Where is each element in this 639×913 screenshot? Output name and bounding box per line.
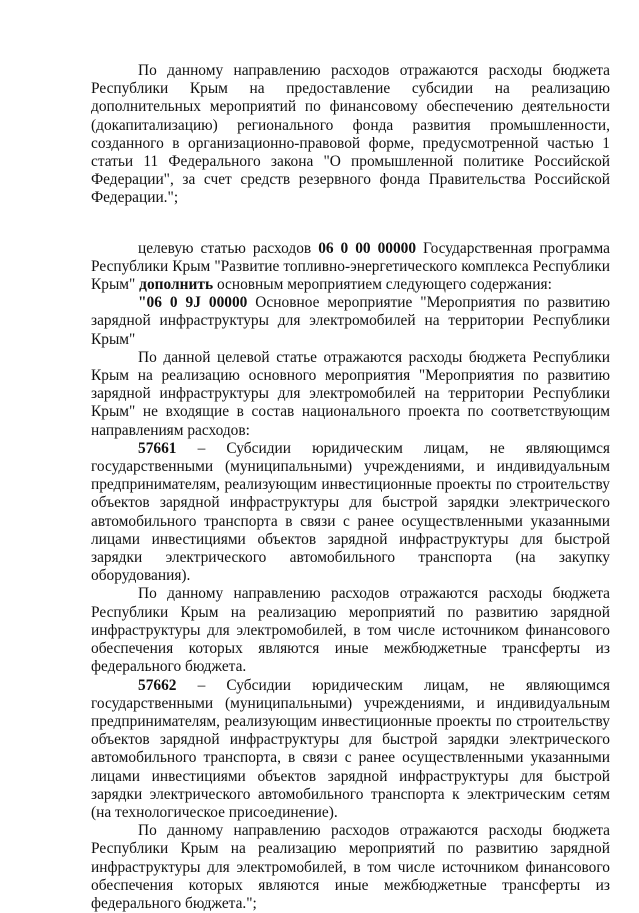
paragraph-direction-description-1: По данному направлению расходов отражаются расходы бюджета Республики Крым на реализацию мероприятий по развитию зарядной инфраструктуры для электромобилей, в том числе источником финансового обеспечения которых являются иные межбюджетные трансферты из федерального бюджета. — [91, 585, 610, 676]
paragraph-text: основным мероприятием следующего содержания: — [213, 276, 552, 294]
paragraph-text: – Субсидии юридическим лицам, не являющимся государственными (муниципальными) учреждениями, и индивидуальным предпринимателям, реализующим инвестиционные проекты по строительству объектов зарядной инфраструктуры для быстрой зарядки электрического автомобильного транспорта в связи с ранее осуществленными указанными лицами инвестициями объектов зарядной инфраструктуры для быстрой зарядки электрического автомобильного транспорта (на закупку оборудования). — [91, 439, 610, 585]
direction-code: 57661 — [138, 439, 177, 457]
paragraph-text: – Субсидии юридическим лицам, не являющимся государственными (муниципальными) учреждениями, и индивидуальным предпринимателям, реализующим инвестиционные проекты по строительству объектов зарядной инфраструктуры для быстрой зарядки электрического автомобильного транспорта, в связи с ранее осуществленными указанными лицами инвестициями объектов зарядной инфраструктуры для быстрой зарядки электрического автомобильного транспорта к электрическим сетям (на технологическое присоединение). — [91, 676, 610, 821]
paragraph-text: Основное мероприятие "Мероприятия по развитию зарядной инфраструктуры для электромобилей на территории Республики Крым" — [91, 294, 610, 348]
paragraph-code-57662 — [91, 677, 610, 823]
direction-code: 57662 — [138, 676, 177, 694]
paragraph-direction-description-2: По данному направлению расходов отражаются расходы бюджета Республики Крым на реализацию мероприятий по развитию зарядной инфраструктуры для электромобилей, в том числе источником финансового обеспечения которых являются иные межбюджетные трансферты из федерального бюджета."; — [91, 822, 610, 912]
document-page — [91, 62, 610, 913]
paragraph-target-article — [91, 240, 610, 295]
paragraph-main-activity — [91, 294, 610, 349]
budget-code: 06 0 00 00000 — [318, 239, 417, 257]
paragraph-reserve-fund: По данному направлению расходов отражаются расходы бюджета Республики Крым на предоставление субсидии на реализацию дополнительных мероприятий по финансовому обеспечению деятельности (докапитализацию) регионального фонда развития промышленности, созданного в организационно-правовой форме, предусмотренной частью 1 статьи 11 Федерального закона "О промышленной политике Российской Федерации", за счет средств резервного фонда Правительства Российской Федерации."; — [91, 62, 610, 207]
paragraph-target-description: По данной целевой статье отражаются расходы бюджета Республики Крым на реализацию основного мероприятия "Мероприятия по развитию зарядной инфраструктуры для электромобилей на территории Республики Крым" не входящие в состав национального проекта по соответствующим направлениям расходов: — [91, 348, 610, 439]
paragraph-text: Государственная программа Республики Крым "Развитие топливно-энергетического комплекса Республики Крым" — [91, 239, 610, 294]
paragraph-gap — [91, 208, 610, 240]
budget-code: "06 0 9J 00000 — [138, 294, 248, 312]
emphasis-text: дополнить — [139, 276, 214, 294]
paragraph-text: целевую статью расходов — [138, 239, 319, 257]
paragraph-code-57661 — [91, 440, 610, 586]
